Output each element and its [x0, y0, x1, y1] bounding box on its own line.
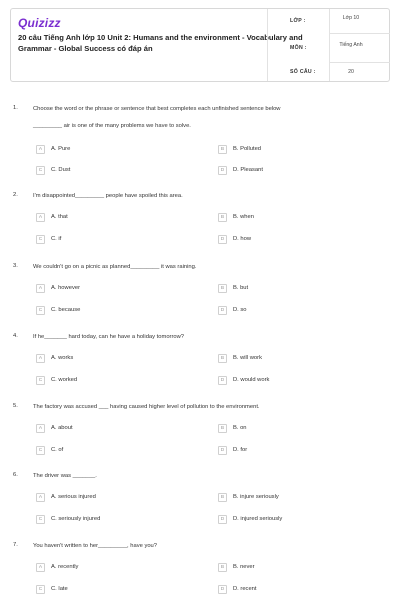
option-d[interactable]	[218, 376, 378, 386]
option-letter-box: C	[36, 515, 45, 524]
meta-label-subject: MÔN :	[290, 45, 307, 51]
option-letter-box: B	[218, 213, 227, 222]
option-text: B. never	[233, 564, 255, 570]
option-a[interactable]	[36, 493, 196, 503]
option-text: B. will work	[233, 355, 262, 361]
option-c[interactable]	[36, 306, 196, 316]
meta-divider	[267, 9, 268, 81]
question-4	[10, 333, 390, 388]
option-text: D. Pleasant	[233, 167, 263, 173]
meta-row-class	[290, 9, 390, 34]
option-letter-box: B	[218, 493, 227, 502]
question-number: 2.	[13, 192, 18, 198]
option-letter-box: D	[218, 306, 227, 315]
option-a[interactable]	[36, 284, 196, 294]
option-text: A. that	[51, 214, 68, 220]
option-letter-box: C	[36, 235, 45, 244]
meta-label-count: SỐ CÂU :	[290, 69, 316, 75]
option-c[interactable]	[36, 376, 196, 386]
option-text: C. late	[51, 586, 68, 592]
option-text: D. would work	[233, 377, 270, 383]
option-letter-box: C	[36, 166, 45, 175]
option-text: C. worked	[51, 377, 78, 383]
option-text: A. serious injured	[51, 494, 96, 500]
option-b[interactable]	[218, 424, 378, 434]
question-number: 4.	[13, 333, 18, 339]
question-number: 1.	[13, 105, 18, 111]
option-a[interactable]	[36, 354, 196, 364]
option-a[interactable]	[36, 213, 196, 223]
option-letter-box: A	[36, 145, 45, 154]
question-7	[10, 542, 390, 597]
option-b[interactable]	[218, 563, 378, 573]
option-letter-box: B	[218, 284, 227, 293]
question-number: 5.	[13, 403, 18, 409]
worksheet-meta	[290, 9, 389, 81]
option-text: D. how	[233, 236, 252, 242]
option-letter-box: B	[218, 354, 227, 363]
option-a[interactable]	[36, 145, 196, 155]
meta-row-count	[290, 63, 390, 81]
question-stem: Choose the word or the phrase or sentence that best completes each unfinished sentence below	[33, 106, 281, 112]
option-b[interactable]	[218, 213, 378, 223]
option-text: A. about	[51, 425, 73, 431]
question-stem: I'm disappointed_________ people have spoiled this area.	[33, 193, 183, 199]
option-a[interactable]	[36, 424, 196, 434]
option-d[interactable]	[218, 235, 378, 245]
meta-value-subject: Tiếng Anh	[339, 42, 363, 48]
question-number: 3.	[13, 263, 18, 269]
option-letter-box: C	[36, 585, 45, 594]
option-text: C. if	[51, 236, 62, 242]
option-c[interactable]	[36, 585, 196, 595]
question-stem: If he_______ hard today, can he have a holiday tomorrow?	[33, 334, 185, 340]
question-sentence: _________ air is one of the many problems we have to solve.	[33, 123, 191, 129]
option-b[interactable]	[218, 493, 378, 503]
option-letter-box: D	[218, 166, 227, 175]
option-letter-box: D	[218, 446, 227, 455]
option-b[interactable]	[218, 354, 378, 364]
option-letter-box: B	[218, 563, 227, 572]
option-c[interactable]	[36, 235, 196, 245]
option-letter-box: A	[36, 563, 45, 572]
option-text: B. injure seriously	[233, 494, 279, 500]
option-letter-box: D	[218, 515, 227, 524]
meta-value-class: Lớp 10	[342, 15, 360, 21]
option-text: A. Pure	[51, 146, 71, 152]
option-text: A. works	[51, 355, 74, 361]
worksheet-title: 20 câu Tiếng Anh lớp 10 Unit 2: Humans and the environment - Vocabulary and Grammar - Global Success có đáp án	[18, 33, 303, 53]
option-letter-box: C	[36, 376, 45, 385]
option-d[interactable]	[218, 306, 378, 316]
option-letter-box: A	[36, 354, 45, 363]
question-6	[10, 472, 390, 527]
question-number: 7.	[13, 542, 18, 548]
option-letter-box: C	[36, 446, 45, 455]
worksheet-page	[0, 8, 400, 600]
option-letter-box: B	[218, 145, 227, 154]
meta-label-class: LỚP :	[290, 18, 306, 24]
option-letter-box: D	[218, 235, 227, 244]
option-text: D. for	[233, 447, 248, 453]
option-text: A. however	[51, 285, 80, 291]
option-text: C. of	[51, 447, 64, 453]
option-b[interactable]	[218, 145, 378, 155]
option-letter-box: A	[36, 493, 45, 502]
question-stem: You haven't written to her_________, have you?	[33, 543, 158, 549]
option-d[interactable]	[218, 515, 378, 525]
option-letter-box: D	[218, 585, 227, 594]
option-text: D. injured seriously	[233, 516, 283, 522]
option-text: B. Polluted	[233, 146, 262, 152]
option-text: C. Dust	[51, 167, 71, 173]
option-text: B. but	[233, 285, 249, 291]
option-letter-box: A	[36, 424, 45, 433]
question-5	[10, 403, 390, 458]
option-text: B. when	[233, 214, 254, 220]
option-text: C. because	[51, 307, 81, 313]
option-letter-box: B	[218, 424, 227, 433]
option-text: D. so	[233, 307, 247, 313]
option-letter-box: A	[36, 213, 45, 222]
question-stem: We couldn't go on a picnic as planned_________ it was raining.	[33, 264, 197, 270]
question-2	[10, 192, 390, 247]
option-text: C. seriously injured	[51, 516, 101, 522]
worksheet-header	[10, 8, 390, 82]
quizizz-logo[interactable]: Quizizz	[18, 16, 61, 30]
question-3	[10, 263, 390, 318]
option-text: B. on	[233, 425, 247, 431]
question-1	[10, 105, 390, 180]
option-d[interactable]	[218, 585, 378, 595]
meta-value-count: 20	[348, 69, 354, 75]
option-c[interactable]	[36, 446, 196, 456]
option-d[interactable]	[218, 166, 378, 176]
option-a[interactable]	[36, 563, 196, 573]
question-stem: The driver was _______.	[33, 473, 97, 479]
option-letter-box: D	[218, 376, 227, 385]
option-text: A. recently	[51, 564, 79, 570]
option-letter-box: C	[36, 306, 45, 315]
option-c[interactable]	[36, 166, 196, 176]
option-d[interactable]	[218, 446, 378, 456]
option-text: D. recent	[233, 586, 257, 592]
option-b[interactable]	[218, 284, 378, 294]
question-number: 6.	[13, 472, 18, 478]
meta-row-subject	[290, 34, 390, 63]
question-stem: The factory was accused ___ having caused higher level of pollution to the environment.	[33, 404, 260, 410]
option-letter-box: A	[36, 284, 45, 293]
option-c[interactable]	[36, 515, 196, 525]
